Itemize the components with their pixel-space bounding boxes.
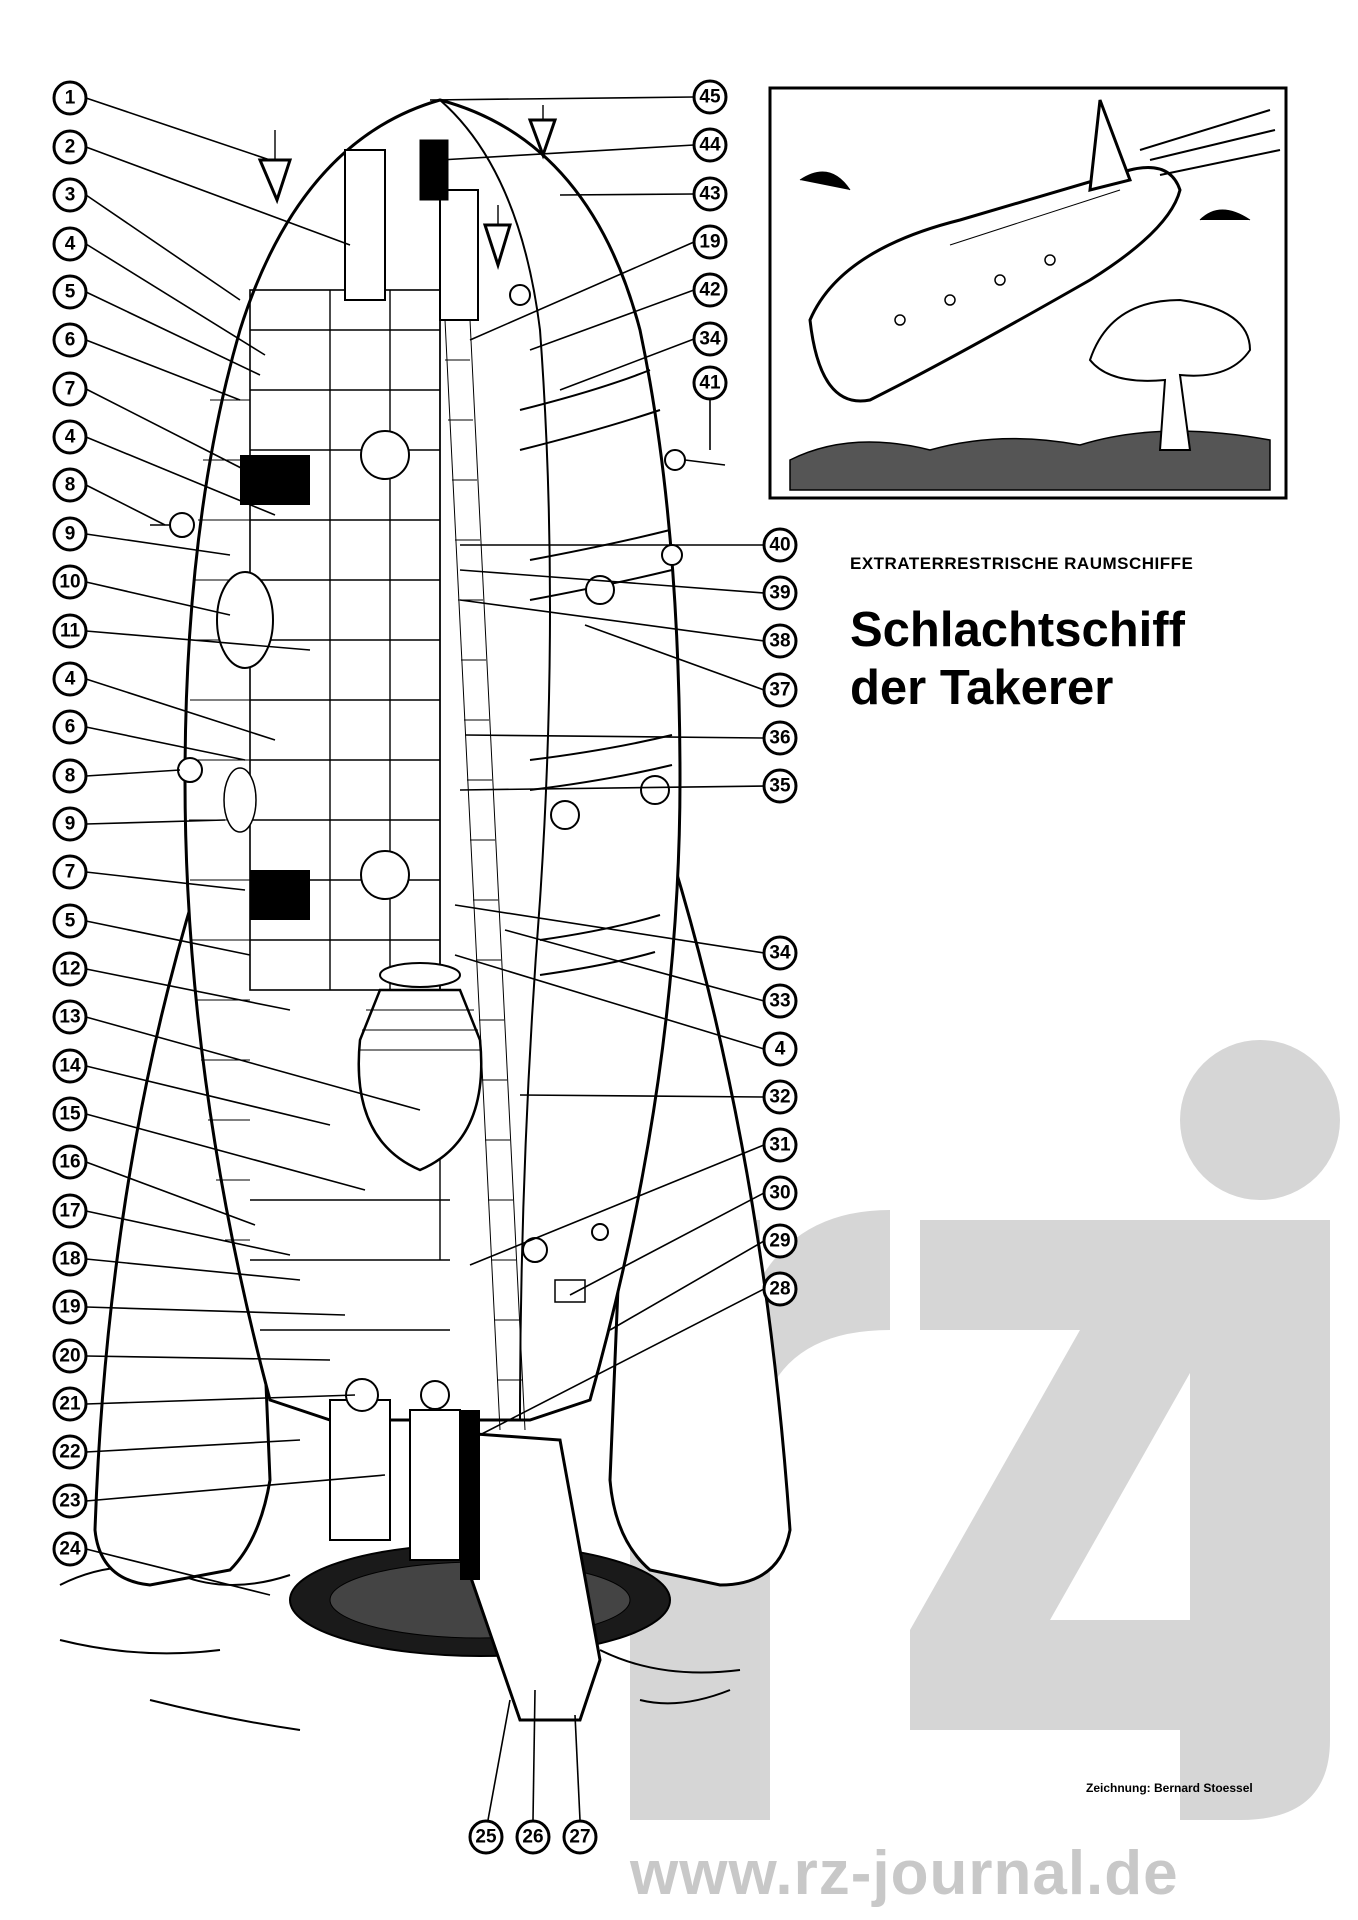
svg-text:7: 7 bbox=[64, 861, 76, 883]
svg-text:21: 21 bbox=[59, 1393, 81, 1415]
svg-text:4: 4 bbox=[774, 1038, 786, 1060]
svg-text:33: 33 bbox=[769, 990, 791, 1012]
svg-text:34: 34 bbox=[769, 942, 791, 964]
illustration-credit: Zeichnung: Bernard Stoessel bbox=[1086, 1781, 1253, 1795]
svg-text:5: 5 bbox=[64, 281, 76, 303]
article-title-line1: Schlachtschiff bbox=[850, 603, 1185, 657]
callout-right-45 bbox=[430, 81, 726, 113]
inset-illustration bbox=[770, 88, 1286, 498]
svg-text:11: 11 bbox=[59, 620, 81, 642]
svg-text:22: 22 bbox=[59, 1441, 81, 1463]
svg-text:6: 6 bbox=[64, 329, 76, 351]
callout-left-5a bbox=[54, 276, 260, 375]
svg-text:45: 45 bbox=[699, 86, 721, 108]
article-title-line2: der Takerer bbox=[850, 661, 1114, 715]
svg-text:27: 27 bbox=[569, 1826, 591, 1848]
svg-text:4: 4 bbox=[64, 233, 76, 255]
svg-text:9: 9 bbox=[64, 523, 76, 545]
svg-text:4: 4 bbox=[64, 668, 76, 690]
svg-text:23: 23 bbox=[59, 1490, 81, 1512]
svg-text:36: 36 bbox=[769, 727, 791, 749]
svg-text:34: 34 bbox=[699, 328, 721, 350]
svg-text:42: 42 bbox=[699, 279, 721, 301]
svg-text:32: 32 bbox=[769, 1086, 791, 1108]
svg-text:13: 13 bbox=[59, 1006, 81, 1028]
callout-right-41 bbox=[694, 367, 726, 450]
svg-text:15: 15 bbox=[59, 1103, 81, 1125]
svg-text:31: 31 bbox=[769, 1134, 791, 1156]
svg-text:4: 4 bbox=[64, 426, 76, 448]
svg-text:7: 7 bbox=[64, 378, 76, 400]
svg-text:16: 16 bbox=[59, 1151, 81, 1173]
svg-text:40: 40 bbox=[769, 534, 791, 556]
callout-left-8b bbox=[54, 760, 180, 792]
svg-text:3: 3 bbox=[64, 184, 76, 206]
svg-text:14: 14 bbox=[59, 1055, 81, 1077]
svg-text:37: 37 bbox=[769, 679, 791, 701]
svg-text:18: 18 bbox=[59, 1248, 81, 1270]
svg-text:20: 20 bbox=[59, 1345, 81, 1367]
svg-text:38: 38 bbox=[769, 630, 791, 652]
callout-bottom-27 bbox=[564, 1715, 596, 1853]
svg-text:5: 5 bbox=[64, 910, 76, 932]
svg-text:9: 9 bbox=[64, 813, 76, 835]
svg-text:6: 6 bbox=[64, 716, 76, 738]
svg-text:26: 26 bbox=[522, 1826, 544, 1848]
svg-text:10: 10 bbox=[59, 571, 81, 593]
svg-text:30: 30 bbox=[769, 1182, 791, 1204]
svg-text:44: 44 bbox=[699, 134, 721, 156]
watermark-url: www.rz-journal.de bbox=[630, 1839, 1179, 1908]
svg-text:12: 12 bbox=[59, 958, 81, 980]
svg-text:24: 24 bbox=[59, 1538, 81, 1560]
callout-left-2 bbox=[54, 131, 350, 245]
svg-text:1: 1 bbox=[64, 87, 76, 109]
svg-text:17: 17 bbox=[59, 1200, 81, 1222]
svg-text:8: 8 bbox=[64, 474, 76, 496]
svg-text:8: 8 bbox=[64, 765, 76, 787]
svg-text:19: 19 bbox=[699, 231, 721, 253]
callout-bottom-25 bbox=[470, 1700, 510, 1853]
svg-text:41: 41 bbox=[699, 372, 721, 394]
svg-text:19: 19 bbox=[59, 1296, 81, 1318]
svg-text:29: 29 bbox=[769, 1230, 791, 1252]
svg-text:2: 2 bbox=[64, 136, 76, 158]
svg-text:28: 28 bbox=[769, 1278, 791, 1300]
article-kicker: EXTRATERRESTRISCHE RAUMSCHIFFE bbox=[850, 554, 1194, 573]
svg-text:43: 43 bbox=[699, 183, 721, 205]
svg-text:35: 35 bbox=[769, 775, 791, 797]
svg-text:25: 25 bbox=[475, 1826, 497, 1848]
svg-text:39: 39 bbox=[769, 582, 791, 604]
